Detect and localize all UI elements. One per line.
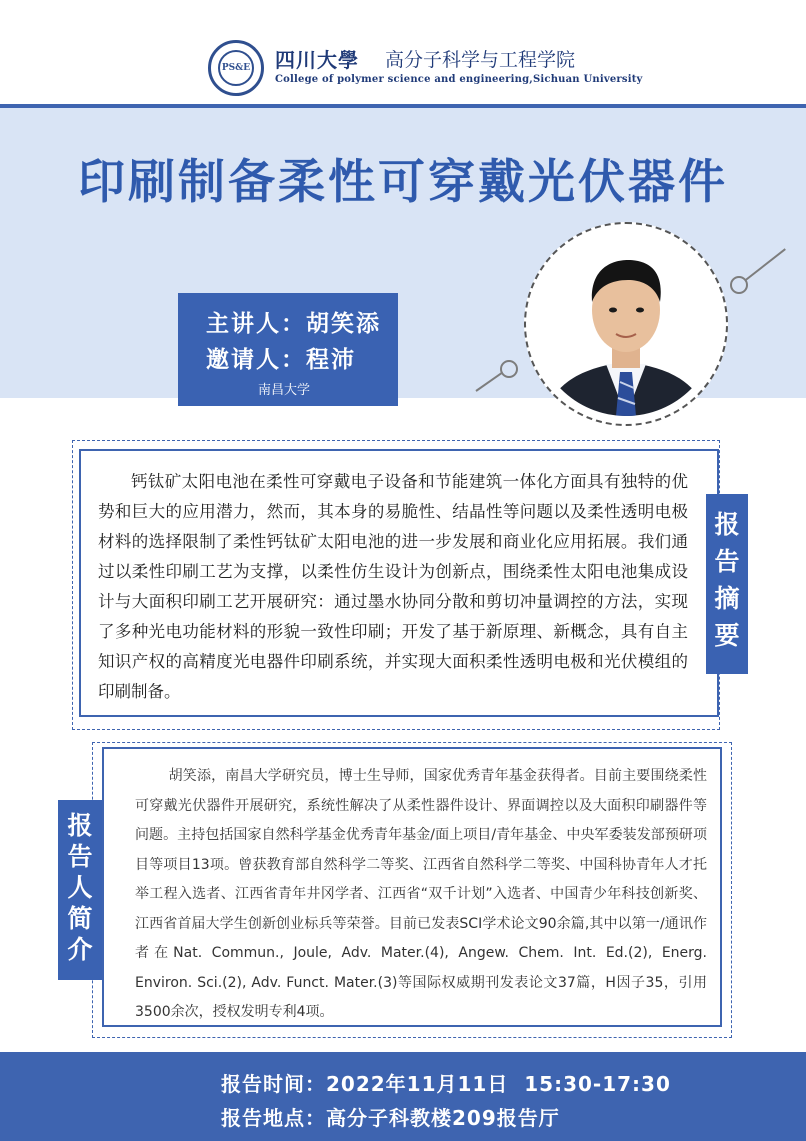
header xyxy=(0,0,806,108)
speaker-card xyxy=(178,293,398,406)
college-name-cn: 高分子科学与工程学院 xyxy=(385,49,576,71)
speaker-portrait xyxy=(534,232,718,416)
abstract-text: 钙钛矿太阳电池在柔性可穿戴电子设备和节能建筑一体化方面具有独特的优势和巨大的应用潜力，然而，其本身的易脆性、结晶性等问题以及柔性透明电极材料的选择限制了柔性钙钛矿太阳电池的进一步发展和商业化应用拓展。我们通过以柔性印刷工艺为支撑，以柔性仿生设计为创新点，围绕柔性太阳电池集成设计与大面积印刷工艺开展研究：通过墨水协同分散和剪切冲量调控的方法，实现了多种光电功能材料的形貌一致性印刷；开发了基于新原理、新概念，具有自主知识产权的高精度光电器件印刷系统，并实现大面积柔性透明电极和光伏模组的印刷制备。 xyxy=(98,472,688,701)
college-name-en: College of polymer science and engineering,Sichuan University xyxy=(275,74,643,85)
college-logo xyxy=(208,40,264,96)
logo-seal-text: PS&E xyxy=(218,50,254,86)
speaker-name: 主讲人：胡笑添 xyxy=(206,310,381,337)
bio-tag-label: 报告人简介 xyxy=(67,811,93,964)
speaker-affiliation: 南昌大学 xyxy=(258,383,311,398)
page-title: 印刷制备柔性可穿戴光伏器件 xyxy=(78,155,728,210)
bio-text: 胡笑添，南昌大学研究员，博士生导师，国家优秀青年基金获得者。目前主要围绕柔性可穿戴光伏器件开展研究，系统性解决了从柔性器件设计、界面调控以及大面积印刷器件等问题。主持包括国家自然科学基金优秀青年基金/面上项目/青年基金、中央军委装发部预研项目等项目13项。曾获教育部自然科学二等奖、江西省自然科学二等奖、中国科协青年人才托举工程入选者、江西省青年井冈学者、江西省“双千计划”入选者、中国青少年科技创新奖、江西省首届大学生创新创业标兵等荣誉。目前已发表SCI学术论文90余篇,其中以第一/通讯作者在Nat. Commun., Joule, Adv. Mater.(4), Angew. Chem. Int. Ed.(2), Energ. Environ. Sci.(2), Adv. Funct. Mater.(3)等国际权威期刊发表论文37篇，H因子35，引用3500余次，授权发明专利4项。 xyxy=(135,768,707,1020)
bio-tag xyxy=(58,800,102,980)
abstract-tag-label: 报告摘要 xyxy=(714,510,740,650)
decorative-circle xyxy=(500,360,518,378)
university-name: 四川大學 xyxy=(275,48,359,72)
report-time: 报告时间：2022年11月11日 15:30-17:30 xyxy=(221,1072,671,1096)
speaker-portrait-illustration xyxy=(534,232,718,416)
inviter-name: 邀请人：程沛 xyxy=(206,346,356,373)
abstract-tag xyxy=(706,494,748,674)
report-place: 报告地点：高分子科教楼209报告厅 xyxy=(221,1106,560,1130)
decorative-circle xyxy=(730,276,748,294)
